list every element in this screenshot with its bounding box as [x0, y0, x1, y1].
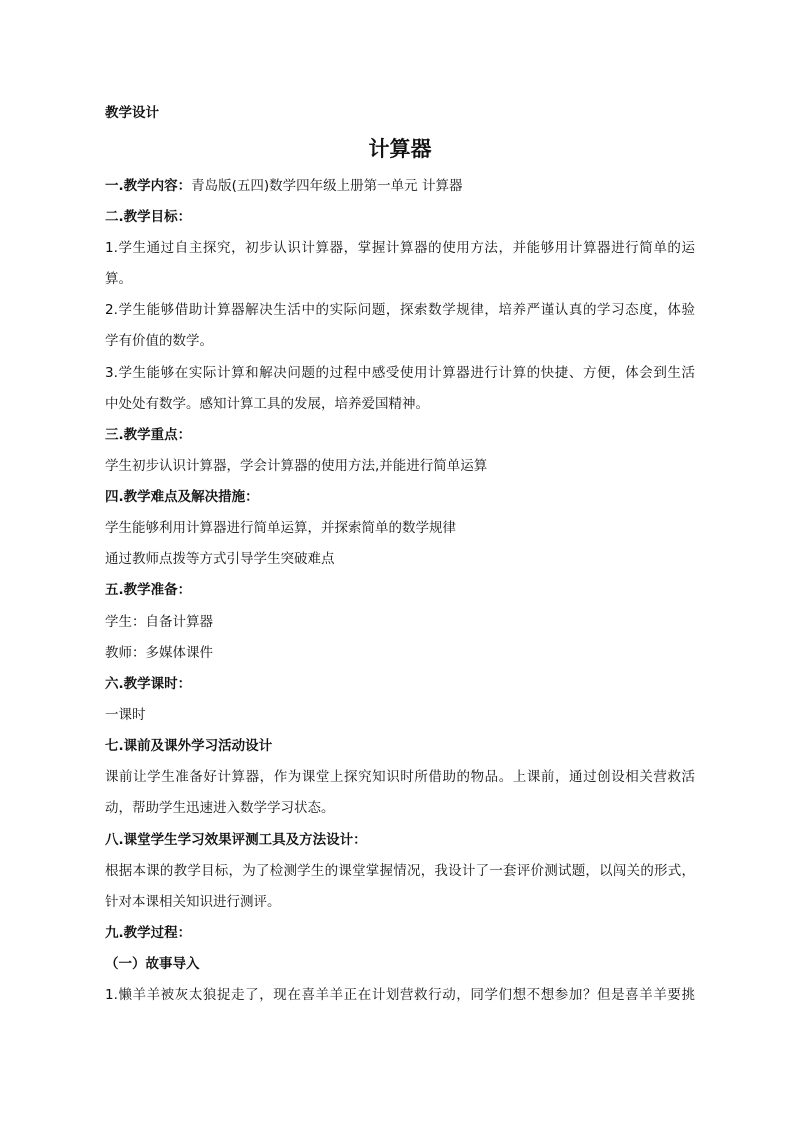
paragraph-line: 根据本课的教学目标，为了检测学生的课堂掌握情况，我设计了一套评价测试题，以闯关的形式， — [105, 863, 695, 879]
paragraph-line: 一课时 — [105, 707, 146, 723]
section-heading: 九.教学过程： — [105, 925, 192, 941]
paragraph-line: 3.学生能够在实际计算和解决问题的过程中感受使用计算器进行计算的快捷、方便，体会到生活 — [105, 365, 695, 381]
paragraph-line: 学生：自备计算器 — [105, 614, 213, 630]
paragraph-line: 针对本课相关知识进行测评。 — [105, 894, 281, 910]
section-heading: 四.教学难点及解决措施： — [105, 489, 259, 505]
paragraph-line: 学有价值的数学。 — [105, 333, 213, 349]
subsection-heading: （一）故事导入 — [105, 956, 200, 972]
section-heading: 八.课堂学生学习效果评测工具及方法设计： — [105, 832, 367, 848]
section-text: 青岛版(五四)数学四年级上册第一单元 计算器 — [191, 178, 463, 194]
paragraph-line: 学生能够利用计算器进行简单运算，并探索简单的数学规律 — [105, 520, 456, 536]
paragraph-line: 中处处有数学。感知计算工具的发展，培养爱国精神。 — [105, 396, 429, 412]
section-heading: 二.教学目标： — [105, 209, 192, 225]
section-teaching-content — [105, 177, 695, 195]
section-heading: 一.教学内容： — [105, 178, 192, 194]
paragraph-line: 1.学生通过自主探究，初步认识计算器，掌握计算器的使用方法，并能够用计算器进行简单的运 — [105, 240, 695, 256]
paragraph-line: 课前让学生准备好计算器，作为课堂上探究知识时所借助的物品。上课前，通过创设相关营救活 — [105, 769, 695, 785]
section-heading: 七.课前及课外学习活动设计 — [105, 738, 273, 754]
section-heading: 六.教学课时： — [105, 676, 192, 692]
paragraph-line: 动，帮助学生迅速进入数学学习状态。 — [105, 800, 335, 816]
paragraph-line: 算。 — [105, 271, 132, 287]
section-heading: 五.教学准备： — [105, 582, 192, 598]
section-heading: 三.教学重点： — [105, 427, 192, 443]
document-title: 计算器 — [368, 137, 432, 161]
paragraph-line: 1.懒羊羊被灰太狼捉走了，现在喜羊羊正在计划营救行动，同学们想不想参加？但是喜羊羊要挑 — [105, 987, 695, 1003]
paragraph-line: 教师：多媒体课件 — [105, 645, 213, 661]
document-header: 教学设计 — [105, 105, 159, 121]
paragraph-line: 学生初步认识计算器，学会计算器的使用方法,并能进行简单运算 — [105, 458, 488, 474]
paragraph-line: 通过教师点拨等方式引导学生突破难点 — [105, 551, 335, 567]
paragraph-line: 2.学生能够借助计算器解决生活中的实际问题，探索数学规律，培养严谨认真的学习态度，体验 — [105, 302, 695, 318]
